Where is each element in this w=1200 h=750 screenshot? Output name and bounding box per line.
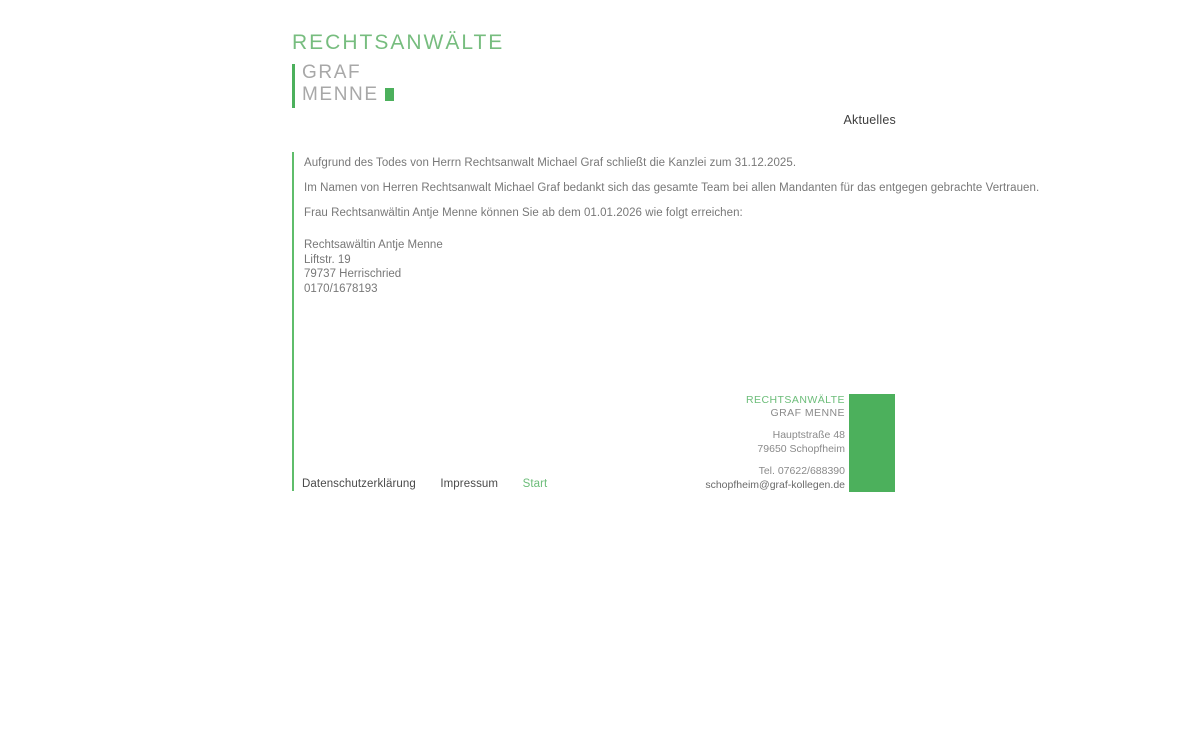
footer-email[interactable]: schopfheim@graf-kollegen.de <box>705 478 845 491</box>
contact-address-block <box>304 238 896 296</box>
nav-item-impressum[interactable]: Impressum <box>440 478 499 490</box>
footer-city: 79650 Schopfheim <box>757 442 845 455</box>
logo-accent-square-icon <box>385 88 394 101</box>
notice-paragraph-2: Im Namen von Herren Rechtsanwalt Michael Graf bedankt sich das gesamte Team bei allen Mandanten für das entgegen gebrachte Vertrauen. <box>304 182 1040 194</box>
site-logo[interactable] <box>292 28 592 106</box>
logo-accent-bar <box>292 64 295 108</box>
logo-line-rechtsanwaelte: RECHTSANWÄLTE <box>292 31 505 54</box>
notice-paragraph-3: Frau Rechtsanwältin Antje Menne können Sie ab dem 01.01.2026 wie folgt erreichen: <box>304 207 743 219</box>
footer-heading-graf-menne: GRAF MENNE <box>770 407 845 419</box>
logo-line-menne: MENNE <box>302 84 379 105</box>
footer-phone: Tel. 07622/688390 <box>758 465 845 477</box>
footer-heading-rechtsanwaelte: RECHTSANWÄLTE <box>746 394 845 406</box>
nav-item-aktuelles[interactable]: Aktuelles <box>843 113 896 127</box>
address-line-name: Rechtsawältin Antje Menne <box>304 239 443 251</box>
top-navigation <box>292 111 896 129</box>
logo-wordmark <box>292 62 592 106</box>
main-content-inner <box>294 152 1040 296</box>
nav-item-datenschutzerklaerung[interactable]: Datenschutzerklärung <box>302 478 416 490</box>
address-line-city: 79737 Herrischried <box>304 268 402 281</box>
nav-item-start[interactable]: Start <box>522 478 548 490</box>
logo-line-menne-row <box>302 84 592 106</box>
bottom-navigation <box>292 474 896 492</box>
footer-spacer-1 <box>445 420 845 429</box>
logo-line-graf: GRAF <box>302 62 362 83</box>
address-line-street: Liftstr. 19 <box>304 253 351 266</box>
address-line-phone: 0170/1678193 <box>304 282 378 295</box>
notice-paragraph-1: Aufgrund des Todes von Herrn Rechtsanwalt Michael Graf schließt die Kanzlei zum 31.12.2025. <box>304 157 797 169</box>
site-header <box>292 28 896 106</box>
footer-spacer-2 <box>445 456 845 465</box>
footer-street: Hauptstraße 48 <box>772 429 845 441</box>
